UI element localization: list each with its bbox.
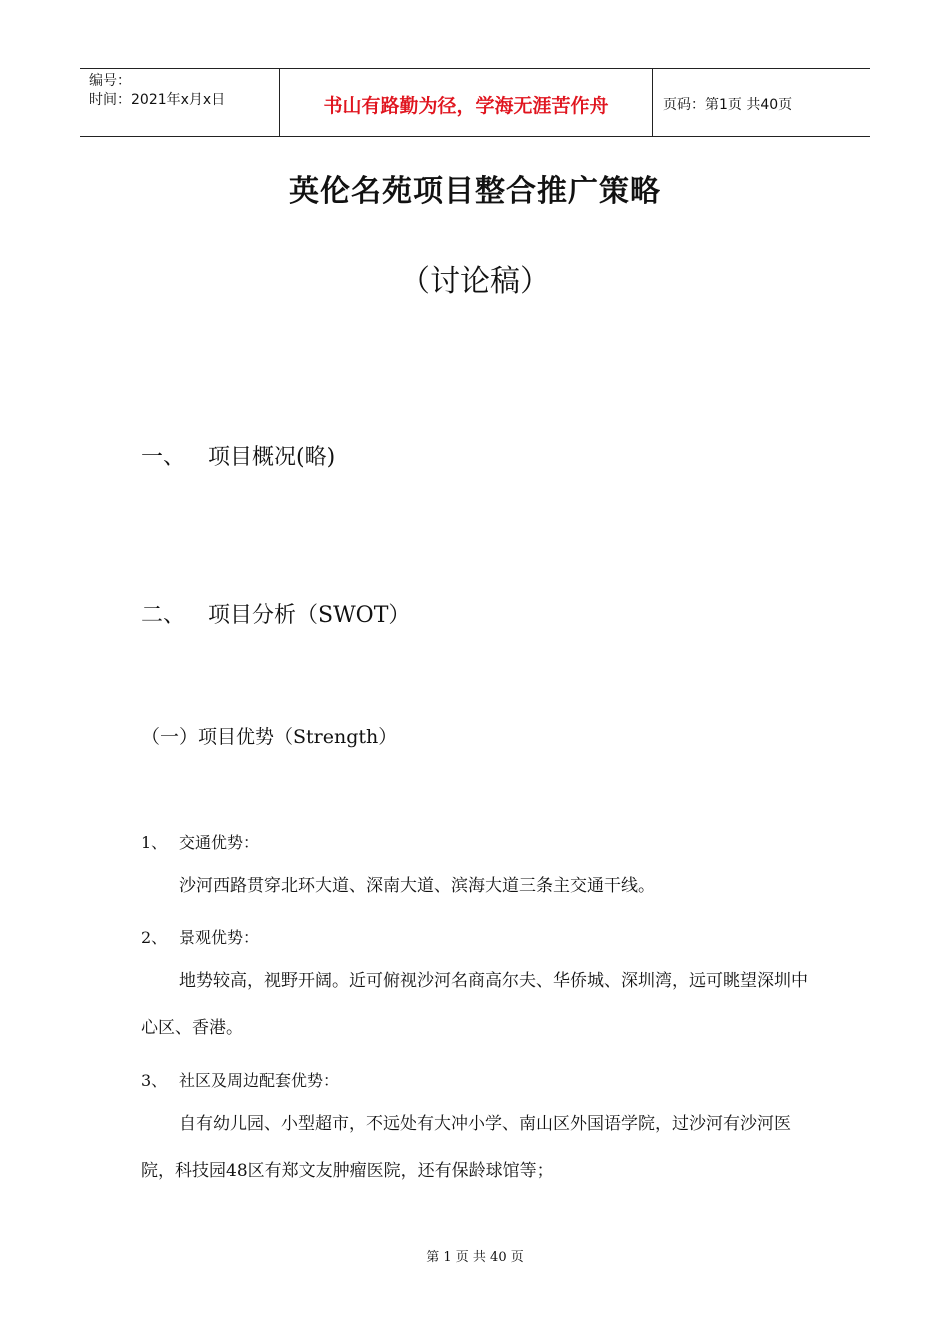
header-motto: 书山有路勤为径，学海无涯苦作舟 <box>280 69 653 136</box>
item-number: 2、 <box>141 928 168 947</box>
list-item-text: 沙河西路贯穿北环大道、深南大道、滨海大道三条主交通干线。 <box>179 876 655 896</box>
date-label: 时间：2021年x月x日 <box>89 92 226 108</box>
page-header <box>80 68 870 137</box>
list-item-text: 自有幼儿园、小型超市，不远处有大冲小学、南山区外国语学院，过沙河有沙河医院，科技园48区有郑文友肿瘤医院，还有保龄球馆等； <box>141 1114 791 1181</box>
item-title: 交通优势： <box>179 833 260 852</box>
item-title: 景观优势： <box>179 928 260 947</box>
page-footer: 第 1 页 共 40 页 <box>426 1250 524 1265</box>
list-item-heading <box>141 830 259 853</box>
list-item-heading <box>141 1068 339 1091</box>
list-item-text: 地势较高，视野开阔。近可俯视沙河名商高尔夫、华侨城、深圳湾，远可眺望深圳中心区、香港。 <box>141 971 808 1038</box>
section-number: 一、 <box>141 445 186 470</box>
header-meta <box>80 69 280 136</box>
number-label: 编号： <box>89 73 131 89</box>
header-page-info: 页码：第1页 共40页 <box>663 96 793 113</box>
item-title: 社区及周边配套优势： <box>179 1071 340 1090</box>
item-number: 3、 <box>141 1071 168 1090</box>
document-title: 英伦名苑项目整合推广策略 <box>289 174 661 209</box>
section-title: 项目概况(略) <box>208 445 336 470</box>
subsection-heading: （一）项目优势（Strength） <box>141 726 398 748</box>
list-item-heading <box>141 925 259 948</box>
section-heading-2 <box>141 598 410 629</box>
item-number: 1、 <box>141 833 168 852</box>
document-subtitle: （讨论稿） <box>400 264 550 299</box>
section-number: 二、 <box>141 603 186 628</box>
section-title: 项目分析（SWOT） <box>208 603 411 628</box>
section-heading-1 <box>141 440 335 471</box>
